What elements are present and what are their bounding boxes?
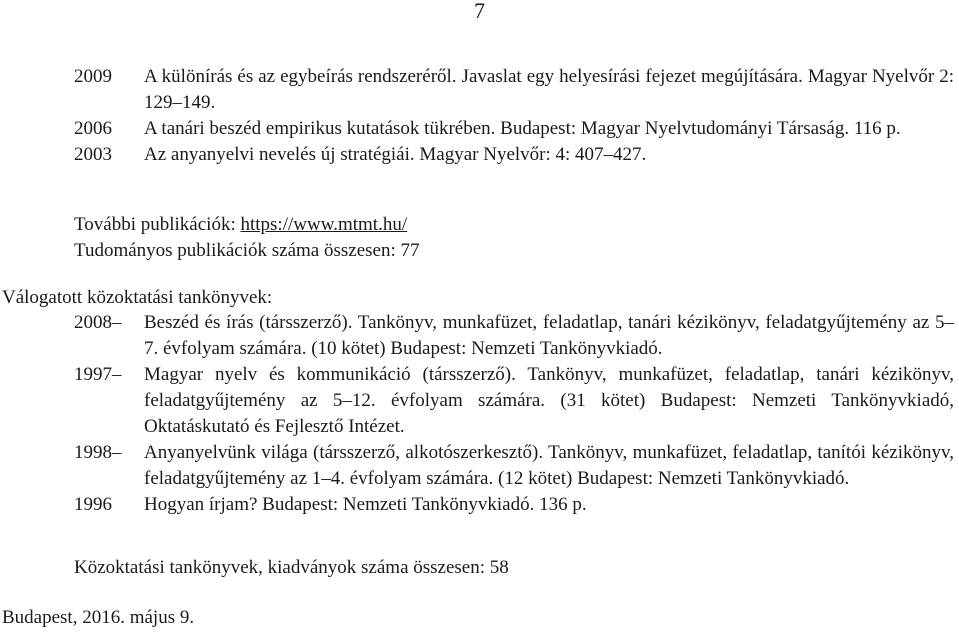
textbook-text: Hogyan írjam? Budapest: Nemzeti Tankönyvkiadó. 136 p. xyxy=(144,494,587,515)
publication-entry xyxy=(74,116,954,142)
textbook-text: Magyar nyelv és kommunikáció (társszerző). Tankönyv, munkafüzet, feladatlap, tanári kézikönyv, feladatgyűjtemény az 5–12. évfolyam számára. (31 kötet) Budapest: Nemzeti Tankönyvkiadó, Oktatáskutató és Fejlesztő Intézet. xyxy=(144,364,954,437)
textbook-year: 1996 xyxy=(74,494,112,515)
publication-entry xyxy=(74,64,954,116)
textbook-entry xyxy=(74,492,954,518)
textbook-list xyxy=(74,310,954,518)
more-publications xyxy=(74,212,407,238)
textbook-entry xyxy=(74,362,954,440)
publication-text: A tanári beszéd empirikus kutatások tükrében. Budapest: Magyar Nyelvtudományi Társaság. 116 p. xyxy=(144,118,901,139)
textbook-year: 1997– xyxy=(74,364,122,385)
publication-year: 2006 xyxy=(74,118,112,139)
publication-year: 2003 xyxy=(74,144,112,165)
mtmt-link[interactable]: https://www.mtmt.hu/ xyxy=(240,214,408,235)
publication-entry xyxy=(74,142,954,168)
page-number: 7 xyxy=(474,0,485,23)
school-publication-count: Közoktatási tankönyvek, kiadványok száma összesen: 58 xyxy=(74,557,509,578)
textbooks-heading: Válogatott közoktatási tankönyvek: xyxy=(2,287,273,308)
textbook-year: 1998– xyxy=(74,442,122,463)
textbook-entry xyxy=(74,310,954,362)
scientific-publication-count: Tudományos publikációk száma összesen: 77 xyxy=(74,240,420,261)
textbook-year: 2008– xyxy=(74,312,122,333)
publication-text: Az anyanyelvi nevelés új stratégiái. Magyar Nyelvőr: 4: 407–427. xyxy=(144,144,647,165)
textbook-entry xyxy=(74,440,954,492)
textbook-text: Beszéd és írás (társszerző). Tankönyv, munkafüzet, feladatlap, tanári kézikönyv, feladatgyűjtemény az 5–7. évfolyam számára. (10 kötet) Budapest: Nemzeti Tankönyvkiadó. xyxy=(144,312,954,359)
publication-text: A különírás és az egybeírás rendszeréről. Javaslat egy helyesírási fejezet megújítására. Magyar Nyelvőr 2: 129–149. xyxy=(144,66,954,113)
publication-list xyxy=(74,64,954,168)
textbook-text: Anyanyelvünk világa (társszerző, alkotószerkesztő). Tankönyv, munkafüzet, feladatlap, tanítói kézikönyv, feladatgyűjtemény az 1–4. évfolyam számára. (12 kötet) Budapest: Nemzeti Tankönyvkiadó. xyxy=(144,442,954,489)
publication-year: 2009 xyxy=(74,66,112,87)
more-publications-label: További publikációk: xyxy=(74,214,241,235)
date-line: Budapest, 2016. május 9. xyxy=(2,607,195,628)
